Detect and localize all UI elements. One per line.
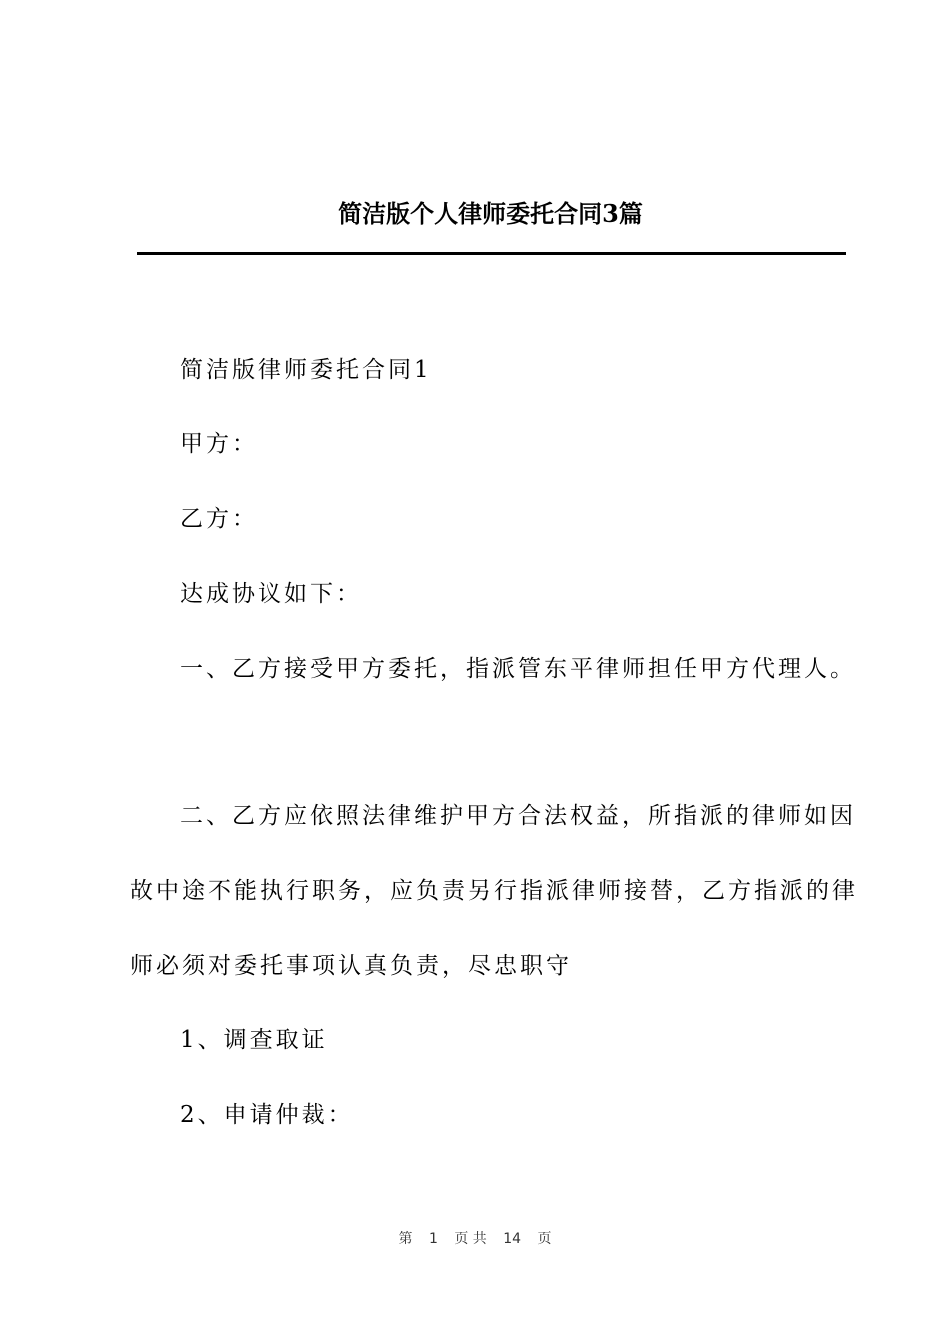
clause-2-line-1: 二、乙方应依照法律维护甲方合法权益，所指派的律师如因	[180, 803, 856, 829]
title-underline	[137, 252, 846, 255]
item-1: 1、调查取证	[180, 1027, 328, 1053]
party-a-label: 甲方：	[180, 431, 258, 457]
footer-suffix: 页	[537, 1231, 552, 1247]
party-b-label: 乙方：	[180, 506, 258, 532]
document-title: 简洁版个人律师委托合同3篇	[338, 199, 643, 228]
agreement-intro: 达成协议如下：	[180, 581, 362, 607]
clause-1: 一、乙方接受甲方委托，指派管东平律师担任甲方代理人。	[180, 656, 856, 682]
contract-heading: 简洁版律师委托合同1	[180, 357, 432, 383]
footer-current-page: 1	[428, 1231, 438, 1247]
footer-total-pages: 14	[503, 1231, 522, 1247]
item-2: 2、申请仲裁：	[180, 1102, 354, 1128]
footer-middle: 页 共	[454, 1231, 487, 1247]
clause-2-line-3: 师必须对委托事项认真负责，尽忠职守	[130, 953, 572, 979]
page-footer	[0, 1228, 950, 1248]
clause-2-line-2: 故中途不能执行职务，应负责另行指派律师接替，乙方指派的律	[130, 878, 858, 904]
footer-prefix: 第	[398, 1231, 413, 1247]
